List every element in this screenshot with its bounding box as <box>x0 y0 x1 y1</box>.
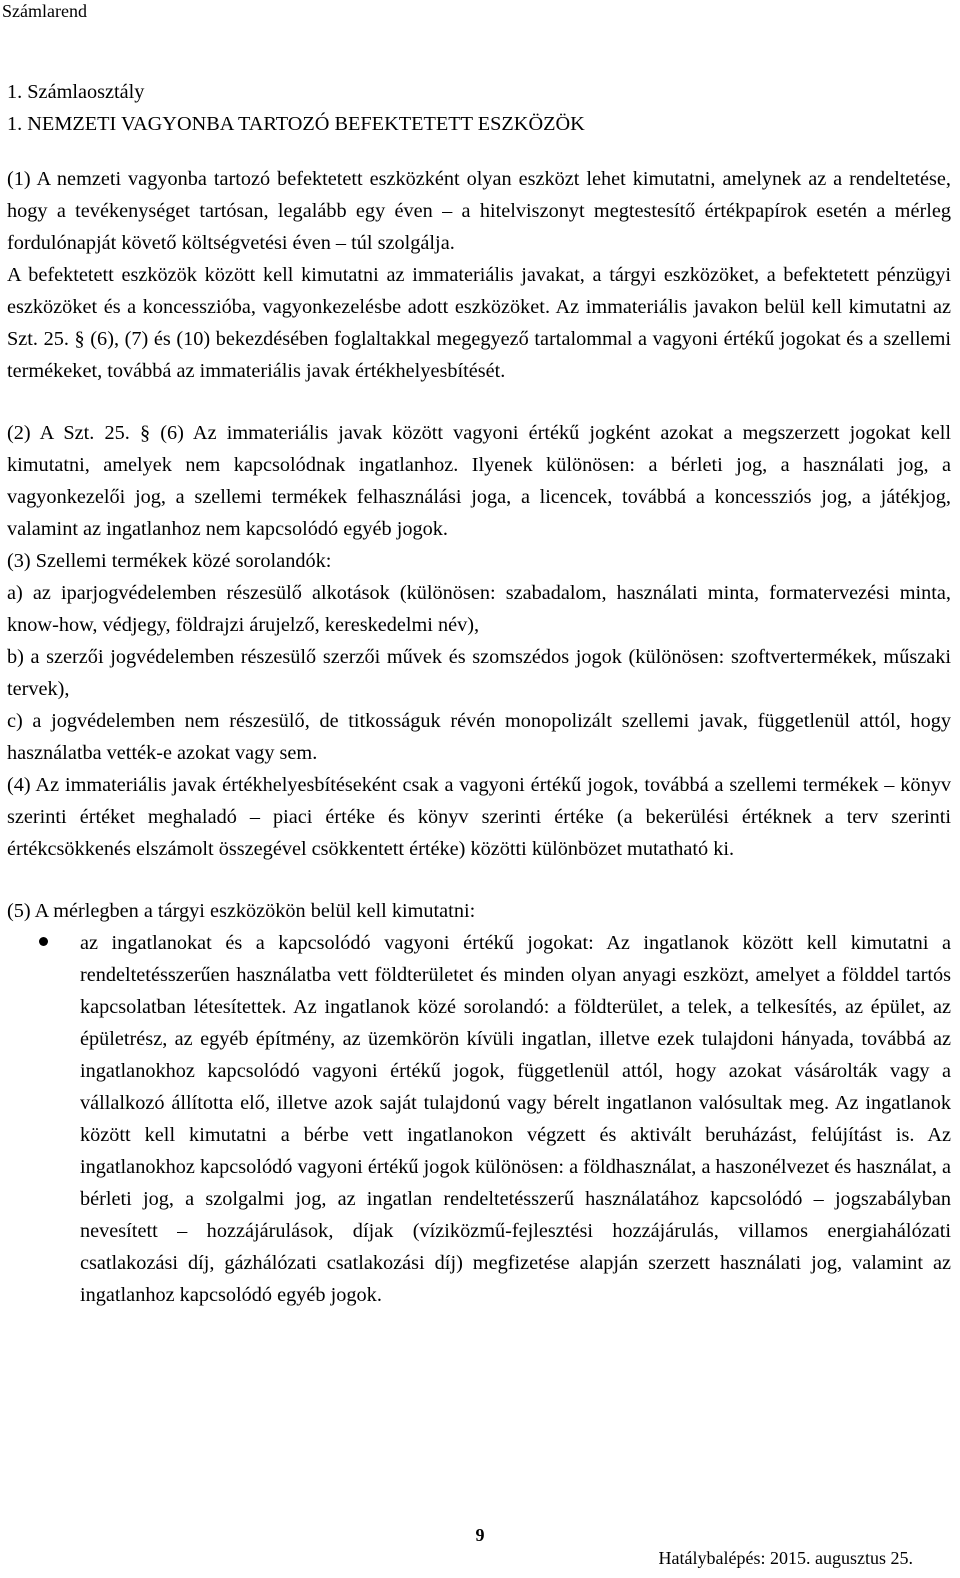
paragraph-5: (4) Az immateriális javak értékhelyesbítéseként csak a vagyoni értékű jogok, továbbá a szellemi termékek – könyv szerinti értéket meghaladó – piaci értéke és könyv szerinti értéke (a bekerülési értéknek a terv szerinti értékcsökkenés elszámolt összegével csökkentett értéke) közötti különbözet mutatható ki. <box>7 774 951 860</box>
paragraph-1: (1) A nemzeti vagyonba tartozó befektetett eszközként olyan eszközt lehet kimutatni, amelynek az a rendeltetése, hogy a tevékenységet tartósan, legalább egy éven – a hitelviszonyt megtestesítő értékpapírok esetén a mérleg fordulónapját követő költségvetési éven – túl szolgálja. <box>7 168 951 254</box>
paragraph-6: (5) A mérlegben a tárgyi eszközökön belül kell kimutatni: <box>7 900 476 922</box>
section-number: 1. Számlaosztály <box>7 81 145 103</box>
bullet-text: az ingatlanokat és a kapcsolódó vagyoni értékű jogokat: Az ingatlanok között kell kimutatni a rendeltetésszerűen használatba vett földterületet és minden olyan anyagi eszközt, amelyet a földdel tartós kapcsolatban létesítettek. Az ingatlanok közé sorolandó: a földterület, a telek, a telkesítés, az épület, az épületrész, az egyéb építmény, az üzemkörön kívüli ingatlan, illetve ezek tulajdoni hányada, továbbá az ingatlanokhoz kapcsolódó vagyoni értékű jogok, függetlenül attól, hogy azokat vásárolták vagy a vállalkozó állította elő, illetve azok saját tulajdonú vagy bérelt ingatlanon valósultak meg. Az ingatlanok között kell kimutatni a bérbe vett ingatlanokon végzett és aktivált beruházást, felújítást is. Az ingatlanokhoz kapcsolódó vagyoni értékű jogok különösen: a földhasználat, a haszonélvezet és használat, a bérleti jog, a szolgalmi jog, az ingatlan rendeltetésszerű használatához kapcsolódó – jogszabályban nevesített – hozzájárulások, díjak (víziközmű-fejlesztési hozzájárulás, villamos energiahálózati csatlakozási díj, gázhálózati csatlakozási díj) megfizetése alapján szerzett használati jog, valamint az ingatlanhoz kapcsolódó egyéb jogok. <box>80 932 951 1306</box>
list-item-c: c) a jogvédelemben nem részesülő, de titkosságuk révén monopolizált szellemi javak, függetlenül attól, hogy használatba vették-e azokat vagy sem. <box>7 710 951 764</box>
spacer <box>7 387 951 417</box>
effective-date: Hatálybalépés: 2015. augusztus 25. <box>658 1548 913 1568</box>
running-header: Számlarend <box>2 1 87 21</box>
section-title: 1. NEMZETI VAGYONBA TARTOZÓ BEFEKTETETT ESZKÖZÖK <box>7 113 585 135</box>
paragraph-4: (3) Szellemi termékek közé sorolandók: <box>7 550 332 572</box>
spacer <box>7 140 951 163</box>
bullet-icon <box>39 937 48 946</box>
paragraph-2: A befektetett eszközök között kell kimutatni az immateriális javakat, a tárgyi eszközöket, a befektetett pénzügyi eszközöket és a koncesszióba, vagyonkezelésbe adott eszközöket. Az immateriális javakon belül kell kimutatni az Szt. 25. § (6), (7) és (10) bekezdésében foglaltakkal megegyező tartalommal a vagyoni értékű jogokat és a szellemi termékeket, továbbá az immateriális javak értékhelyesbítését. <box>7 264 951 382</box>
spacer <box>7 865 951 895</box>
list-item-a: a) az iparjogvédelemben részesülő alkotások (különösen: szabadalom, használati minta, formatervezési minta, know-how, védjegy, földrajzi árujelző, kereskedelmi név), <box>7 582 951 636</box>
paragraph-3: (2) A Szt. 25. § (6) Az immateriális javak között vagyoni értékű jogként azokat a megszerzett jogokat kell kimutatni, amelyek nem kapcsolódnak ingatlanhoz. Ilyenek különösen: a bérleti jog, a használati jog, a vagyonkezelői jog, a szellemi termékek felhasználási joga, a licencek, továbbá a koncessziós jog, a játékjog, valamint az ingatlanhoz nem kapcsolódó egyéb jogok. <box>7 422 951 540</box>
bullet-list-item <box>7 927 951 1311</box>
document-body <box>7 76 951 1311</box>
list-item-b: b) a szerzői jogvédelemben részesülő szerzői művek és szomszédos jogok (különösen: szoftvertermékek, műszaki tervek), <box>7 646 951 700</box>
page-number: 9 <box>475 1525 485 1545</box>
